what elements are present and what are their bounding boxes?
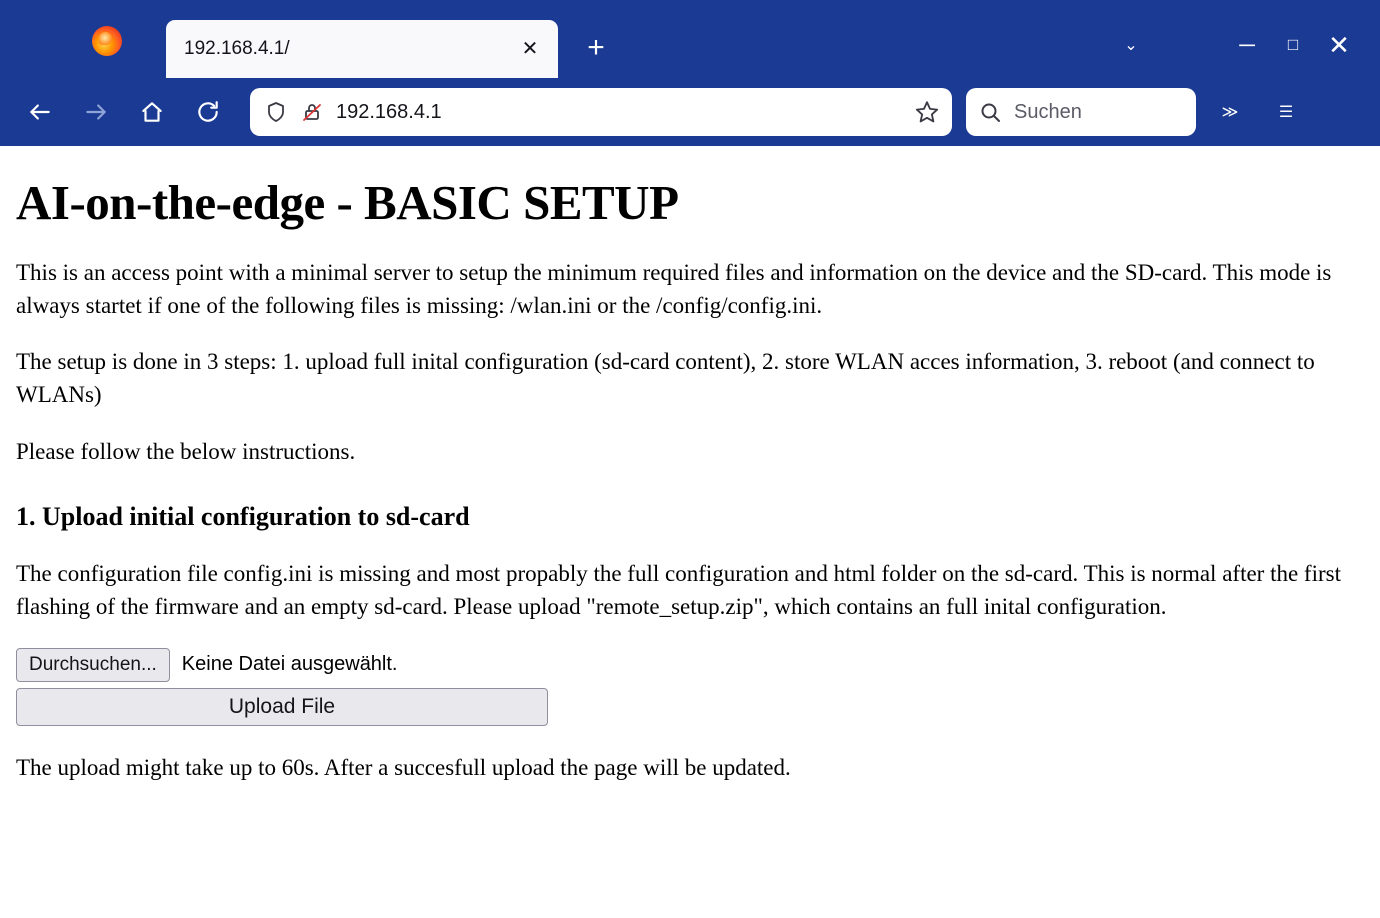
- url-text: 192.168.4.1: [336, 100, 442, 123]
- section-1-heading: 1. Upload initial configuration to sd-card: [16, 502, 470, 532]
- config-missing-paragraph: The configuration file config.ini is missing and most propably the full configuration and html folder on the sd-card. This is normal after the first flashing of the firmware and an empty sd-card. Please upload "remote_setup.zip", which contains an full inital configuration.: [16, 561, 1341, 619]
- page-content: [0, 146, 1380, 918]
- search-icon: [978, 100, 1002, 124]
- search-input[interactable]: Suchen: [1014, 100, 1082, 123]
- address-bar[interactable]: [250, 88, 952, 136]
- star-icon[interactable]: [914, 99, 940, 125]
- list-all-tabs-icon[interactable]: ⌄: [1124, 37, 1138, 54]
- browser-titlebar: [0, 0, 1380, 78]
- close-tab-icon[interactable]: ✕: [521, 38, 539, 60]
- back-icon[interactable]: [16, 88, 64, 136]
- tab-title: 192.168.4.1/: [184, 38, 290, 59]
- selected-file-status: Keine Datei ausgewählt.: [181, 653, 398, 676]
- browser-tab[interactable]: [166, 20, 558, 78]
- steps-paragraph: The setup is done in 3 steps: 1. upload full inital configuration (sd-card content), 2. store WLAN acces information, 3. reboot (and connect to WLANs): [16, 349, 1315, 407]
- forward-icon[interactable]: [72, 88, 120, 136]
- app-menu-icon[interactable]: ☰: [1278, 104, 1294, 121]
- maximize-window-button[interactable]: □: [1287, 35, 1299, 54]
- file-input-row: [16, 648, 1364, 682]
- search-bar[interactable]: [966, 88, 1196, 136]
- shield-icon[interactable]: [264, 100, 288, 124]
- follow-instructions-paragraph: Please follow the below instructions.: [16, 438, 356, 464]
- new-tab-button[interactable]: +: [587, 31, 605, 64]
- intro-paragraph: This is an access point with a minimal server to setup the minimum required files and information on the device and the SD-card. This mode is always startet if one of the following files is missing: /wlan.ini or the /config/config.ini.: [16, 260, 1332, 318]
- close-window-button[interactable]: ✕: [1328, 29, 1350, 60]
- page-title: AI-on-the-edge - BASIC SETUP: [16, 175, 679, 230]
- overflow-menu-icon[interactable]: ≫: [1221, 104, 1239, 121]
- lock-crossed-icon[interactable]: [300, 100, 324, 124]
- upload-file-button[interactable]: Upload File: [16, 688, 548, 726]
- browser-navbar: [0, 78, 1380, 146]
- upload-duration-paragraph: The upload might take up to 60s. After a succesfull upload the page will be updated.: [16, 754, 791, 780]
- home-icon[interactable]: [128, 88, 176, 136]
- browse-file-button[interactable]: Durchsuchen...: [16, 648, 170, 682]
- reload-icon[interactable]: [184, 88, 232, 136]
- minimize-window-button[interactable]: ─: [1239, 32, 1255, 57]
- firefox-logo-icon: [92, 26, 122, 56]
